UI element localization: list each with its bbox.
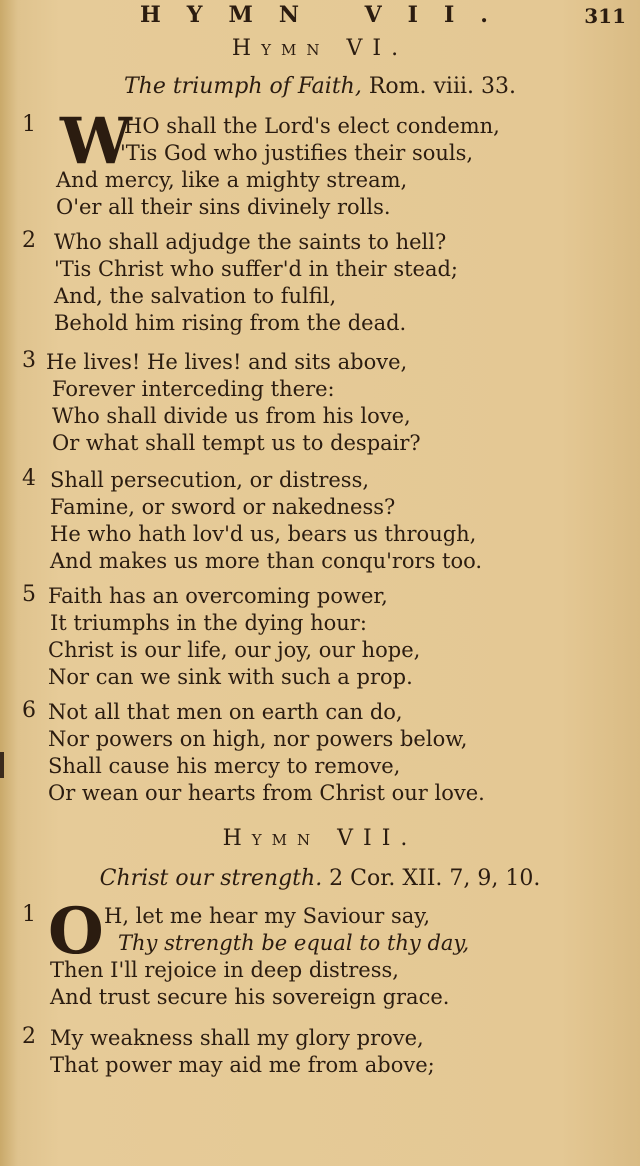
drop-cap: O	[48, 894, 104, 969]
verse-line: Nor powers on high, nor powers below,	[48, 727, 468, 751]
stanza-number: 2	[22, 1024, 36, 1049]
hymn-7-heading: Hymn VII.	[222, 826, 418, 851]
verse-line: Who shall divide us from his love,	[52, 404, 411, 428]
verse-line: Then I'll rejoice in deep distress,	[50, 958, 399, 982]
verse-line: Shall cause his mercy to remove,	[48, 754, 401, 778]
verse-line: Famine, or sword or nakedness?	[50, 495, 396, 519]
verse-line: Faith has an overcoming power,	[48, 584, 388, 608]
verse-line: And, the salvation to fulfil,	[54, 284, 337, 308]
drop-cap: W	[60, 104, 132, 179]
hymn-6-heading: Hymn VI.	[231, 36, 409, 61]
verse-line: Or what shall tempt us to despair?	[52, 431, 421, 455]
hymn-6-subtitle	[0, 74, 640, 99]
stanza-number: 3	[22, 348, 36, 373]
verse-line: 'Tis Christ who suffer'd in their stead;	[54, 257, 459, 281]
verse-line: Shall persecution, or distress,	[50, 468, 370, 492]
stanza-number: 6	[22, 698, 36, 723]
verse-line: Forever interceding there:	[52, 377, 335, 401]
hymn-7-subtitle	[0, 866, 640, 891]
verse-line: He lives! He lives! and sits above,	[46, 350, 408, 374]
margin-ink-mark	[0, 752, 4, 778]
verse-line: That power may aid me from above;	[50, 1053, 435, 1077]
verse-line: It triumphs in the dying hour:	[50, 611, 367, 635]
hymn-7-subtitle-reference: 2 Cor. XII. 7, 9, 10.	[322, 866, 541, 891]
verse-line: Nor can we sink with such a prop.	[48, 665, 413, 689]
verse-line: And mercy, like a mighty stream,	[56, 168, 408, 192]
verse-line: O'er all their sins divinely rolls.	[56, 195, 391, 219]
verse-line: And makes us more than conqu'rors too.	[50, 549, 483, 573]
stanza-number: 1	[22, 902, 36, 927]
hymn-6-subtitle-title: The triumph of Faith,	[123, 74, 362, 99]
verse-line: And trust secure his sovereign grace.	[50, 985, 450, 1009]
hymn-6-subtitle-reference: Rom. viii. 33.	[361, 74, 516, 99]
verse-line: H, let me hear my Saviour say,	[104, 904, 430, 928]
running-head	[0, 2, 640, 30]
running-title: HYMN VII.	[140, 2, 514, 28]
hymn-7-subtitle-title: Christ our strength.	[99, 866, 323, 891]
verse-line: My weakness shall my glory prove,	[50, 1026, 424, 1050]
verse-line: Not all that men on earth can do,	[48, 700, 403, 724]
stanza-number: 1	[22, 112, 36, 137]
verse-line: 'Tis God who justifies their souls,	[120, 141, 474, 165]
verse-line: Or wean our hearts from Christ our love.	[48, 781, 485, 805]
verse-line: HO shall the Lord's elect condemn,	[124, 114, 500, 138]
verse-line: Behold him rising from the dead.	[54, 311, 407, 335]
stanza-number: 5	[22, 582, 36, 607]
stanza-number: 2	[22, 228, 36, 253]
verse-line: Who shall adjudge the saints to hell?	[54, 230, 447, 254]
stanza-number: 4	[22, 466, 36, 491]
verse-line: He who hath lov'd us, bears us through,	[50, 522, 477, 546]
page-number: 311	[584, 4, 626, 28]
verse-line: Christ is our life, our joy, our hope,	[48, 638, 421, 662]
verse-line: Thy strength be equal to thy day,	[118, 931, 470, 955]
